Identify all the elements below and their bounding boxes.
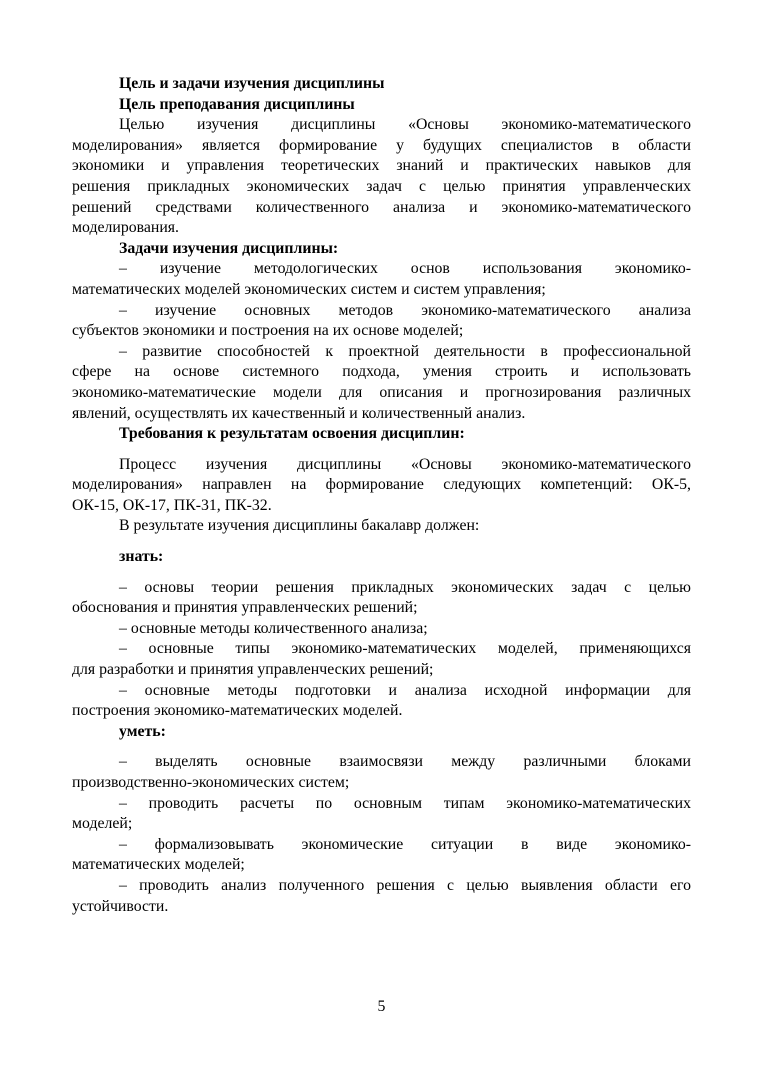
section-heading: Цель и задачи изучения дисциплины	[119, 75, 385, 92]
list-item-line: устойчивости.	[72, 897, 169, 915]
list-item-line: производственно-экономических систем;	[72, 774, 350, 791]
goal-subheading: Цель преподавания дисциплины	[119, 95, 355, 113]
able-label: уметь:	[119, 722, 166, 740]
paragraph-line: решения прикладных экономических задач с целью принятия управленческих	[72, 177, 691, 195]
page-number: 5	[377, 998, 386, 1015]
list-item-line: – основные методы подготовки и анализа исходной информации для	[119, 681, 691, 699]
list-item-line: – выделять основные взаимосвязи между различными блоками	[119, 753, 691, 771]
paragraph-line: Процесс изучения дисциплины «Основы экономико-математического	[119, 455, 691, 473]
requirements-paragraph	[72, 455, 691, 517]
tasks-list	[72, 259, 691, 424]
list-item-line: – основные методы количественного анализа;	[119, 619, 428, 637]
list-item-line: – изучение методологических основ использования экономико-	[119, 260, 691, 278]
list-item-line: – основы теории решения прикладных экономических задач с целью	[119, 578, 691, 596]
able-list	[72, 752, 691, 917]
list-item-line: математических моделей экономических систем и систем управления;	[72, 280, 546, 298]
list-item-line: – основные типы экономико-математических моделей, применяющихся	[119, 640, 691, 658]
paragraph-line: моделирования.	[72, 219, 180, 237]
list-item-line: моделей;	[72, 815, 133, 833]
document-page	[72, 74, 691, 917]
list-item-line: – проводить анализ полученного решения с целью выявления области его	[119, 876, 691, 894]
know-label: знать:	[119, 548, 164, 566]
list-item-line: построения экономико-математических моделей.	[72, 702, 403, 720]
requirements-heading: Требования к результатам освоения дисциплин:	[119, 425, 465, 443]
tasks-heading: Задачи изучения дисциплины:	[119, 239, 339, 257]
list-item-line: субъектов экономики и построения на их основе моделей;	[72, 322, 464, 340]
know-list	[72, 578, 691, 722]
list-item-line: экономико-математические модели для описания и прогнозирования различных	[72, 383, 691, 401]
paragraph-line: моделирования» является формирование у будущих специалистов в области	[72, 136, 691, 154]
paragraph-line: Целью изучения дисциплины «Основы экономико-математического	[119, 116, 691, 134]
goal-paragraph	[72, 115, 691, 239]
list-item-line: – изучение основных методов экономико-математического анализа	[119, 301, 691, 319]
paragraph-line: моделирования» направлен на формирование следующих компетенций: ОК-5,	[72, 476, 691, 494]
list-item-line: математических моделей;	[72, 856, 245, 874]
list-item-line: обоснования и принятия управленческих решений;	[72, 599, 418, 617]
list-item-line: – развитие способностей к проектной деятельности в профессиональной	[119, 342, 691, 360]
paragraph-line: решений средствами количественного анализа и экономико-математического	[72, 198, 691, 216]
list-item-line: – формализовывать экономические ситуации в виде экономико-	[119, 835, 691, 853]
list-item-line: явлений, осуществлять их качественный и количественный анализ.	[72, 404, 526, 422]
result-intro: В результате изучения дисциплины бакалавр должен:	[119, 517, 480, 535]
list-item-line: сфере на основе системного подхода, умения строить и использовать	[72, 363, 691, 381]
paragraph-line: ОК-15, ОК-17, ПК-31, ПК-32.	[72, 496, 272, 514]
paragraph-line: экономики и управления теоретических знаний и практических навыков для	[72, 157, 691, 175]
list-item-line: для разработки и принятия управленческих решений;	[72, 661, 434, 679]
list-item-line: – проводить расчеты по основным типам экономико-математических	[119, 794, 691, 812]
